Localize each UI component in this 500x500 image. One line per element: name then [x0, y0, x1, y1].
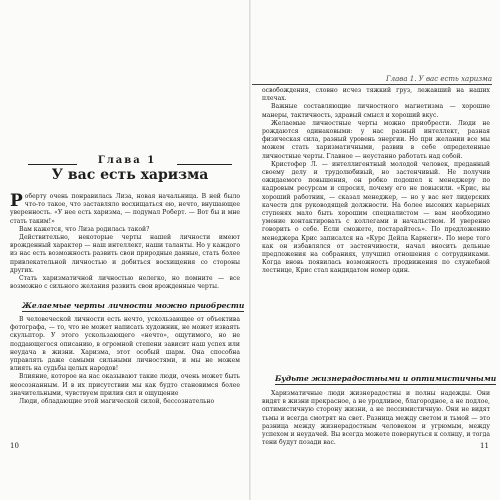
section-heading-desired-traits: Желаемые черты личности можно приобрести — [22, 301, 245, 310]
chapter-intro — [10, 193, 240, 291]
page-number-left: 10 — [10, 442, 19, 450]
body-paragraph: Важные составляющие личностного магнетизма — хорошие манеры, тактичность, здравый смысл и хороший вкус. — [262, 103, 490, 119]
body-paragraph: В человеческой личности есть нечто, ускользающее от объектива фотографа, — то, что не может написать художник, не может изваять скульптор. У этого ускользающего «нечто», ощутимого, но не поддающегося описанию, в огромной степени зависит наш успех или неудача в жизни. Харизма, этот особый шарм. Она способна управлять даже самыми сильными личностями, и мы не можем влиять на судьбы целых народов! — [10, 316, 240, 373]
intro-paragraph-1 — [10, 193, 240, 226]
section-desired-traits-body — [10, 316, 240, 406]
body-paragraph: Люди, обладающие этой магической силой, бессознательно — [19, 398, 215, 406]
chapter-label: Глава 1 — [77, 155, 177, 166]
section-optimism-body — [262, 390, 490, 447]
intro-paragraph-2: Вам кажется, что Лиза родилась такой? — [19, 225, 150, 233]
body-paragraph: Кристофер Л. — интеллигентный молодой человек, преданный своему делу и трудолюбивый, но застенчивый. Не получив ожидаемого повышения, он робко подошел к менеджеру по кадровым ресурсам и спросил, почему его не повысили. «Крис, вы хороший работник, — сказал менеджер, — но у вас нет лидерских качеств для руководящей должности. На более высоких карьерных ступенях мало быть хорошим специалистом — вам необходимо умение контактировать с коллегами и начальством. И уверенно говорить о себе. Если сможете, постарайтесь». По предложению менеджера Крис записался на «Курс Дейла Карнеги». По мере того как он избавлялся от застенчивости, начал вносить дельные предложения на собраниях, улучшил отношения с сотрудниками. Когда вновь появилась возможность продвижения по служебной лестнице, Крис стал кандидатом номер один. — [262, 160, 490, 275]
body-paragraph: Влияние, которое на нас оказывают такие люди, очень может быть неосознанным. И в их присутствии мы как будто становимся более значительными, чувствуем прилив сил и ощущение — [10, 373, 240, 397]
body-paragraph: Харизматичные люди жизнерадостны и полны надежды. Они видят в жизни прекрасное, а не уродливое, благородное, а не подлое, оптимистичную сторону жизни, а не пессимистичную. Они не видят тьмы и всегда смотрят на свет. Разница между светом и тьмой — это разница между жизнерадостным человеком и угрюмым, между успехом и неудачей. Вы всегда можете повернуться к солнцу, и тогда тени будут позади вас. — [262, 390, 490, 447]
body-paragraph: освобождения, словно исчез тяжкий груз, лежавший на наших плечах. — [262, 87, 490, 103]
intro-paragraph-3: Действительно, некоторые черты нашей личности имеют врожденный характер — наш интеллект, наши таланты. Но у каждого из нас есть возможность развить свои природные данные, стать более привлекательной личностью и добиться восхищения со стороны других. — [10, 234, 240, 274]
intro-paragraph-1-text: оберту очень понравилась Лиза, новая начальница. В ней было что-то такое, что заставляло восхищаться ею, нечто, внушающее уверенность. «У нее есть харизма, — подумал Роберт. — Вот бы и мне стать таким!» — [10, 193, 240, 225]
body-paragraph: Желаемые личностные черты можно приобрести. Люди не рождаются одинаковыми: у нас разный интеллект, разная физическая сила, разный уровень энергии. Но при желании все мы можем стать харизматичными, развив в себе определенные личностные черты. Главное — неустанно работать над собой. — [262, 119, 490, 160]
right-page-body — [262, 87, 490, 276]
page-number-right: 11 — [480, 442, 489, 450]
intro-paragraph-4: Стать харизматичной личностью нелегко, но помните — все возможно с сильного желания развить свои врожденные черты. — [10, 275, 240, 291]
drop-cap: Р — [10, 191, 23, 211]
chapter-title: У вас есть харизма — [51, 167, 209, 183]
running-head: Глава 1. У вас есть харизма — [252, 75, 492, 85]
section-heading-optimism: Будьте жизнерадостными и оптимистичными — [275, 374, 497, 383]
